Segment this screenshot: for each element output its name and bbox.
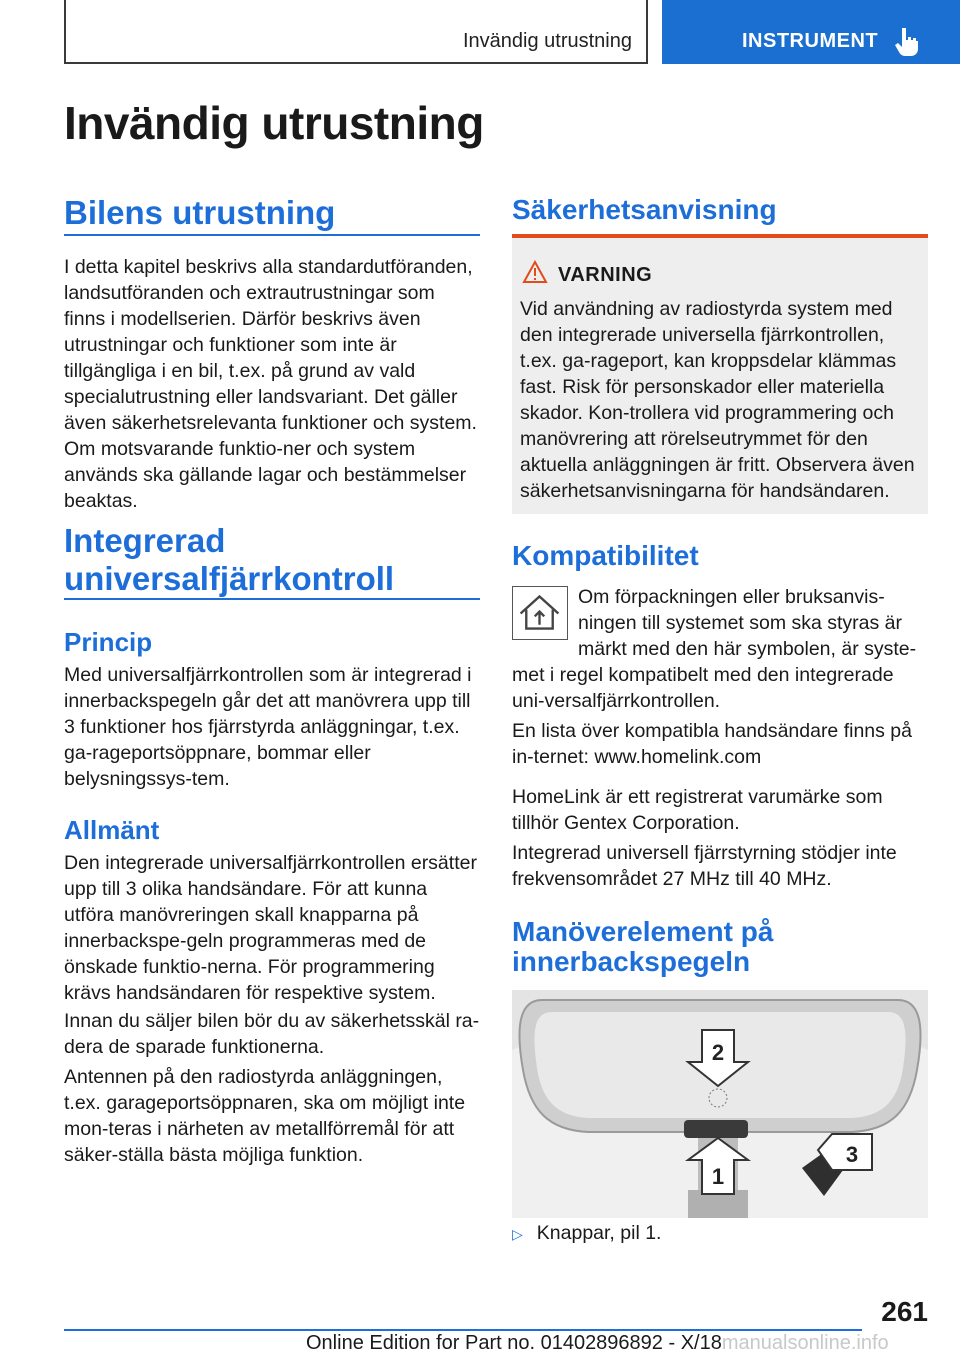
- page-number: 261: [881, 1296, 928, 1327]
- bilens-paragraph: I detta kapitel beskrivs alla standardutföranden, landsutföranden och extrautrustningar som finns i modellserien. Därför beskrivs även utrustningar och funktioner som inte är tillgängliga i en bil, t.ex. på grund av vald specialutrustning eller landsvariant. Det gäller även säkerhetsrelevanta funktioner och system. Om motsvarande funktio-ner och system används ska gällande lagar och bestämmelser beaktas.: [64, 256, 477, 512]
- heading-rule: [64, 234, 480, 236]
- figure-label-3: 3: [845, 1142, 859, 1167]
- chapter-tab-label: INSTRUMENT: [742, 30, 879, 52]
- allmant-paragraph-1: Den integrerade universalfjärrkontrollen ersätter upp till 3 olika handsändare. För att kunna utföra manövreringen skall knapparna på innerbackspe-geln programmeras med de önskade funktio-nerna. För programmering krävs handsändaren för respektive system.: [64, 852, 477, 1004]
- figure-label-1: 1: [711, 1164, 725, 1189]
- kompat-paragraph-4: Integrerad universell fjärrstyrning stödjer inte frekvensområdet 27 MHz till 40 MHz.: [512, 842, 897, 890]
- list-item: [512, 1222, 661, 1245]
- heading-allmant: Allmänt: [64, 815, 160, 845]
- figure-label-2: 2: [711, 1040, 725, 1065]
- chapter-tab: [662, 0, 960, 64]
- warning-box: [512, 234, 928, 514]
- kompat-line-d: met i regel kompatibelt med den integrerade uni-versalfjärrkontrollen.: [512, 664, 894, 712]
- triangle-bullet-icon: ▷: [512, 1226, 523, 1242]
- footer-rule: [64, 1329, 862, 1331]
- allmant-paragraph-3: Antennen på den radiostyrda anläggningen, t.ex. garageportsöppnaren, ska om möjligt inte mon-teras i närheten av metallförremål för att säker-ställa bästa möjliga funktion.: [64, 1066, 466, 1166]
- heading-kompatibilitet: Kompatibilitet: [512, 540, 699, 571]
- warning-triangle-icon: [522, 260, 548, 284]
- heading-princip: Princip: [64, 627, 153, 657]
- warning-text: Vid användning av radiostyrda system med den integrerade universella fjärrkontrollen, t.ex. ga-rageport, kan kroppsdelar klämmas fast. Risk för personskador eller materiella skador. Kon-trollera vid programmering och manövrering att rörelseutrymmet för den aktuella anläggningen är fritt. Observera även säkerhetsanvisningarna för handsändaren.: [520, 298, 915, 502]
- kompat-line-c: märkt med den här symbolen, är syste-: [578, 638, 917, 660]
- heading-bilens-utrustning: Bilens utrustning: [64, 194, 336, 231]
- kompat-line-b: ningen till systemet som ska styras är: [578, 612, 903, 634]
- heading-sakerhetsanvisning: Säkerhetsanvisning: [512, 194, 777, 225]
- running-header-title: Invändig utrustning: [462, 30, 632, 52]
- list-item-text: Knappar, pil 1.: [536, 1222, 662, 1244]
- page-title: Invändig utrustning: [64, 97, 484, 149]
- heading-rule: [64, 598, 480, 600]
- princip-paragraph: Med universalfjärrkontrollen som är integrerad i innerbackspegeln går det att manövrera upp till 3 funktioner hos fjärrstyrda anläggningar, t.ex. ga-rageportsöppnare, bommar eller belysningssys-tem.: [64, 664, 472, 790]
- footer-edition: [306, 1332, 889, 1355]
- allmant-paragraph-2: Innan du säljer bilen bör du av säkerhetsskäl ra-dera de sparade funktionerna.: [64, 1010, 480, 1058]
- warning-label: VARNING: [558, 264, 653, 286]
- heading-manoverelement-line1: Manöverelement på: [512, 916, 774, 947]
- kompat-line-a: Om förpackningen eller bruksanvis-: [578, 586, 885, 608]
- homelink-house-icon: [512, 586, 568, 640]
- kompat-paragraph-3: HomeLink är ett registrerat varumärke som tillhör Gentex Corporation.: [512, 786, 883, 834]
- footer-watermark: manualsonline.info: [721, 1332, 889, 1354]
- hand-pointer-icon: [894, 26, 922, 56]
- mirror-illustration: [512, 990, 928, 1218]
- heading-manoverelement-line2: innerbackspegeln: [512, 946, 751, 977]
- running-header-section: [64, 0, 648, 64]
- heading-integrerad-line1: Integrerad: [64, 522, 226, 559]
- heading-integrerad-line2: universalfjärrkontroll: [64, 560, 395, 597]
- kompat-paragraph-2: En lista över kompatibla handsändare finns på in-ternet: www.homelink.com: [512, 720, 912, 768]
- footer-edition-text: Online Edition for Part no. 01402896892 - X/18: [306, 1332, 722, 1354]
